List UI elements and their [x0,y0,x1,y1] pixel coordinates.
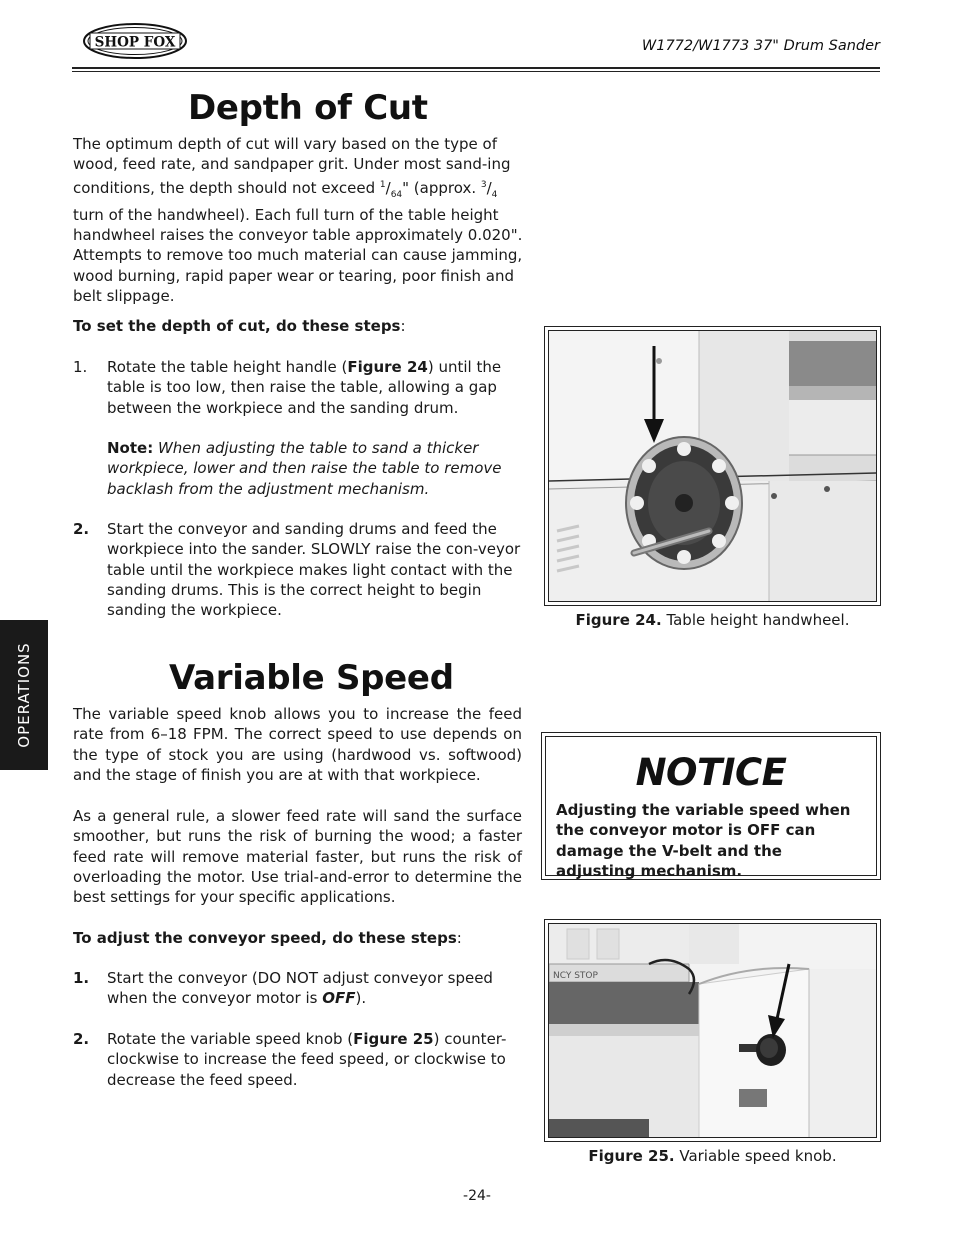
page-number: -24- [463,1188,491,1204]
speed-step-1: 1. Start the conveyor (DO NOT adjust conveyor speed when the conveyor motor is OFF). [73,969,493,1008]
header-rule-thin [72,71,880,72]
figure-25-frame [544,919,881,1142]
document-title: W1772/W1773 37" Drum Sander [641,38,880,54]
figure-25-reference: Figure 25 [353,1030,434,1048]
depth-step-2: 2. Start the conveyor and sanding drums and feed the workpiece into the sander. SLOWLY raise the con-veyor table until the workpiece makes light contact with the sanding drums. This is the correct height to begin sanding the workpiece. [73,520,521,620]
figure-25-caption: Figure 25. Variable speed knob. [588,1147,837,1165]
section-tab [0,620,48,770]
heading-depth-of-cut: Depth of Cut [188,88,428,128]
figure-25-image [548,923,877,1138]
depth-note: Note: When adjusting the table to sand a thicker workpiece, lower and then raise the table to remove backlash from the adjustment mechanism. [107,439,502,498]
depth-steps-heading: To set the depth of cut, do these steps: [73,317,406,335]
emergency-stop-sign: NCY STOP [553,971,598,981]
figure-24-reference: Figure 24 [347,358,428,376]
variable-speed-paragraph-2: As a general rule, a slower feed rate will sand the surface smoother, but runs the risk of burning the wood; a faster feed rate will remove material faster, but runs the risk of overloading the motor. Use trial-and-error to determine the best settings for your specific applications. [73,807,522,907]
notice-body: Adjusting the variable speed when the conveyor motor is OFF can damage the V-belt and the adjusting mechanism. [556,801,851,880]
variable-speed-paragraph-1: The variable speed knob allows you to increase the feed rate from 6–18 FPM. The correct speed to use depends on the type of stock you are using (hardwood vs. softwood) and the stage of finish you are at with that workpiece. [73,705,522,784]
notice-box [541,732,881,880]
logo-text: SHOP FOX [94,34,176,51]
shop-fox-logo [82,22,188,60]
section-tab-label: OPERATIONS [15,642,33,748]
depth-step-1: 1. Rotate the table height handle (Figure 24) until the table is too low, then raise the table, allowing a gap between the workpiece and the sanding drum. [73,358,502,417]
speed-steps-heading: To adjust the conveyor speed, do these steps: [73,929,462,947]
header-rule [72,67,880,69]
depth-intro-paragraph: The optimum depth of cut will vary based on the type of wood, feed rate, and sandpaper grit. Under most sand-ing conditions, the depth should not exceed $^1/_{64}$" (approx. $^3/_4$ turn of the handwheel). Each full turn of the table height handwheel raises the conveyor table approximately 0.020". Attempts to remove too much material can cause jamming, wood burning, rapid paper wear or tearing, poor finish and belt slippage. [73,135,523,306]
figure-24-image [548,330,877,602]
heading-variable-speed: Variable Speed [169,658,454,698]
figure-24-caption: Figure 24. Table height handwheel. [575,611,850,629]
notice-title: NOTICE [635,751,787,794]
speed-step-2: 2. Rotate the variable speed knob (Figure 25) counter-clockwise to increase the feed speed, or clockwise to decrease the feed speed. [73,1030,507,1089]
figure-24-frame [544,326,881,606]
